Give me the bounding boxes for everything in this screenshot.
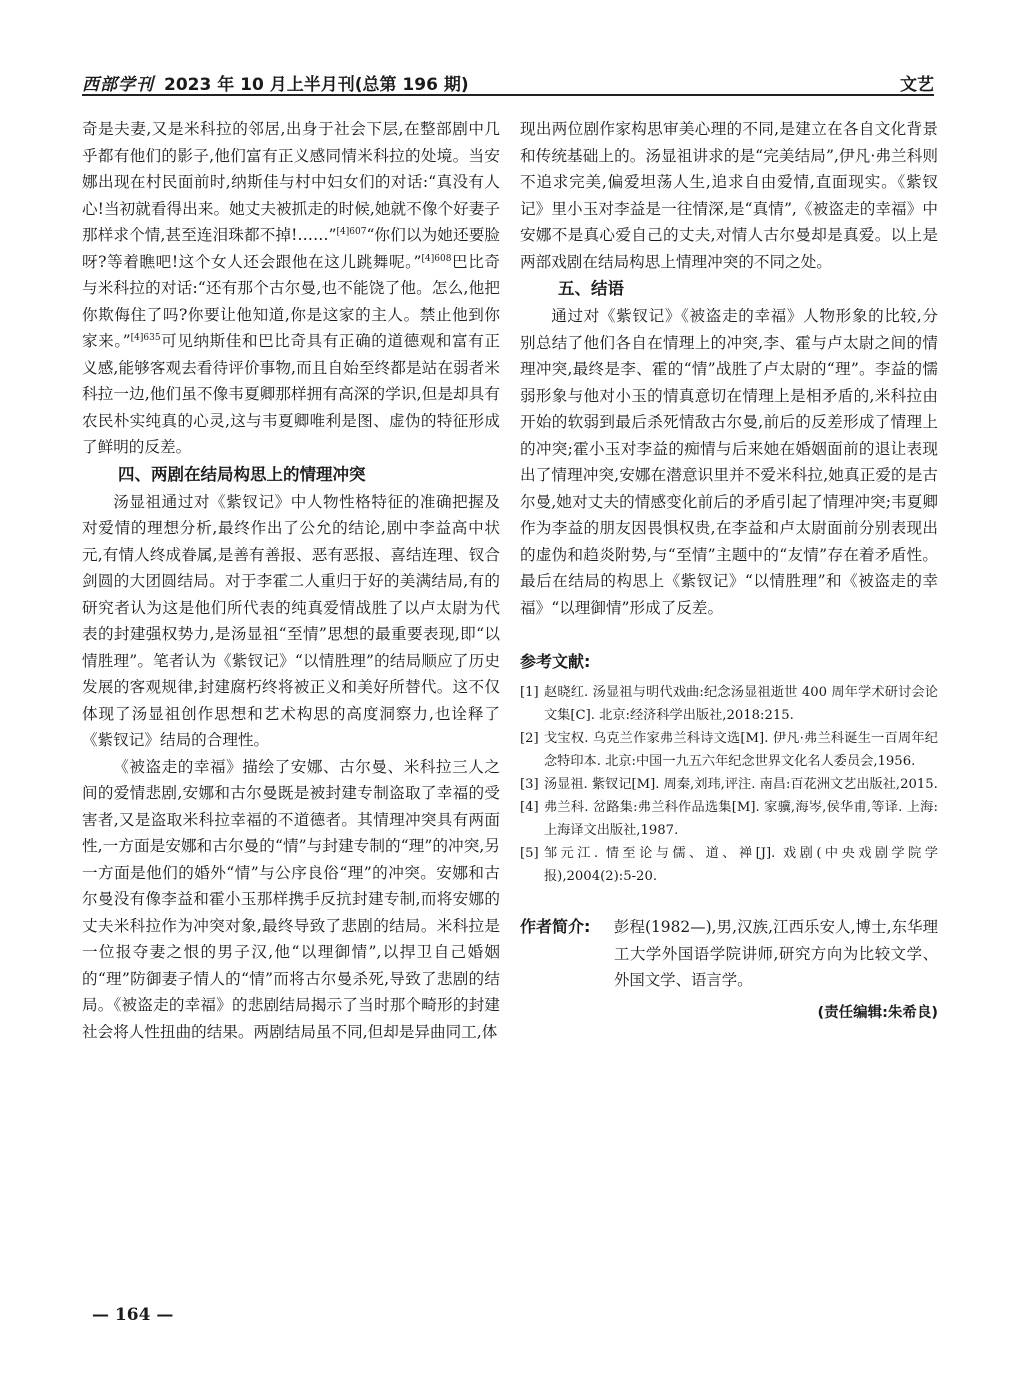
paragraph: 现出两位剧作家构思审美心理的不同,是建立在各自文化背景和传统基础上的。汤显祖讲求的是“完美结局”,伊凡·弗兰科则不追求完美,偏爱坦荡人生,追求自由爱情,直面现实。《紫钗记》里小玉对李益是一往情深,是“真情”,《被盗走的幸福》中安娜不是真心爱自己的丈夫,对情人古尔曼却是真爱。以上是两部戏剧在结局构思上情理冲突的不同之处。 (520, 120, 938, 271)
reference-number: [3] (520, 777, 539, 792)
page-header (82, 64, 934, 96)
right-column (520, 116, 938, 1026)
reference-text: 戈宝权. 乌克兰作家弗兰科诗文选[M]. 伊凡·弗兰科诞生一百周年纪念特印本. 北京:中国一九五六年纪念世界文化名人委员会,1956. (544, 731, 938, 769)
author-bio-text: 彭程(1982—),男,汉族,江西乐安人,博士,东华理工大学外国语学院讲师,研究方向为比较文学、外国文学、语言学。 (614, 918, 938, 989)
editor-credit: (责任编辑:朱希良) (817, 1004, 938, 1021)
journal-logo: 西部学刊 (82, 75, 154, 95)
text-run: 可见纳斯佳和巴比奇具有正确的道德观和富有正义感,能够客观去看待评价事物,而且自始至终都是站在弱者米科拉一边,他们虽不像韦夏卿那样拥有高深的学识,但是却具有农民朴实纯真的心灵,这与韦夏卿唯利是图、虚伪的特征形成了鲜明的反差。 (82, 332, 500, 456)
page-number: — 164 — (92, 1305, 174, 1325)
text-run: 巴比奇与米科拉的对话:“还有那个古尔曼,也不能饶了他。怎么,他把你欺侮住了吗?你要让他知道,你是这家的主人。禁止他到你家来。” (82, 252, 500, 350)
text-run: “你们以为她还要脸呀?等着瞧吧!这个女人还会跟他在这儿跳舞呢。” (82, 226, 500, 271)
issue-info: 2023 年 10 月上半月刊(总第 196 期) (164, 75, 469, 95)
paragraph: 汤显祖通过对《紫钗记》中人物性格特征的准确把握及对爱情的理想分析,最终作出了公允的结论,剧中李益高中状元,有情人终成眷属,是善有善报、恶有恶报、喜结连理、钗合剑圆的大团圆结局。对于李霍二人重归于好的美满结局,有的研究者认为这是他们所代表的纯真爱情战胜了以卢太尉为代表的封建强权势力,是汤显祖“至情”思想的最重要表现,即“以情胜理”。笔者认为《紫钗记》“以情胜理”的结局顺应了历史发展的客观规律,封建腐朽终将被正义和美好所替代。这不仅体现了汤显祖创作思想和艺术构思的高度洞察力,也诠释了《紫钗记》结局的合理性。 (82, 492, 500, 749)
reference-text: 赵晓红. 汤显祖与明代戏曲:纪念汤显祖逝世 400 周年学术研讨会论文集[C]. 北京:经济科学出版社,2018:215. (544, 685, 938, 723)
paragraph: 《被盗走的幸福》描绘了安娜、古尔曼、米科拉三人之间的爱情悲剧,安娜和古尔曼既是被封建专制盗取了幸福的受害者,又是盗取米科拉幸福的不道德者。其情理冲突具有两面性,一方面是安娜和古尔曼的“情”与封建专制的“理”的冲突,另一方面是他们的婚外“情”与公序良俗“理”的冲突。安娜和古尔曼没有像李益和霍小玉那样携手反抗封建专制,而将安娜的丈夫米科拉作为冲突对象,最终导致了悲剧的结局。米科拉是一位报夺妻之恨的男子汉,他“以理御情”,以捍卫自己婚姻的“理”防御妻子情人的“情”而将古尔曼杀死,导致了悲剧的结局。《被盗走的幸福》的悲剧结局揭示了当时那个畸形的封建社会将人性扭曲的结果。两剧结局虽不同,但却是异曲同工,体 (82, 757, 500, 1041)
section-heading: 四、两剧在结局构思上的情理冲突 (118, 464, 366, 484)
reference-number: [1] (520, 685, 539, 700)
reference-number: [2] (520, 731, 539, 746)
reference-text: 汤显祖. 紫钗记[M]. 周秦,刘玮,评注. 南昌:百花洲文艺出版社,2015. (544, 777, 938, 792)
reference-number: [5] (520, 846, 539, 861)
text-run: 奇是夫妻,又是米科拉的邻居,出身于社会下层,在整部剧中几乎都有他们的影子,他们富有正义感同情米科拉的处境。当安娜出现在村民面前时,纳斯佳与村中妇女们的对话:“真没有人心!当初就看得出来。她丈夫被抓走的时候,她就不像个好妻子那样求个情,甚至连泪珠都不掉!……” (82, 120, 500, 244)
reference-item (520, 681, 938, 727)
reference-text: 邹元江. 情至论与儒、道、禅[J]. 戏剧(中央戏剧学院学报),2004(2):5-20. (544, 846, 938, 884)
reference-item (520, 773, 938, 796)
reference-text: 弗兰科. 岔路集:弗兰科作品选集[M]. 家骥,海岑,侯华甫,等译. 上海:上海译文出版社,1987. (544, 800, 938, 838)
reference-number: [4] (520, 800, 539, 815)
reference-item (520, 842, 938, 888)
citation: [4]635 (130, 332, 161, 343)
author-bio-label: 作者简介: (520, 917, 591, 936)
paragraph (82, 116, 500, 461)
reference-item (520, 796, 938, 842)
citation: [4]607 (336, 226, 367, 237)
section-name: 文艺 (900, 75, 934, 95)
author-bio (520, 914, 938, 994)
references-list (520, 681, 938, 888)
paragraph: 通过对《紫钗记》《被盗走的幸福》人物形象的比较,分别总结了他们各自在情理上的冲突,李、霍与卢太尉之间的情理冲突,最终是李、霍的“情”战胜了卢太尉的“理”。李益的懦弱形象与他对小玉的情真意切在情理上是相矛盾的,米科拉由开始的软弱到最后杀死情敌古尔曼,前后的反差形成了情理上的冲突;霍小玉对李益的痴情与后来她在婚姻面前的退让表现出了情理冲突,安娜在潜意识里并不爱米科拉,她真正爱的是古尔曼,她对丈夫的情感变化前后的矛盾引起了情理冲突;韦夏卿作为李益的朋友因畏惧权贵,在李益和卢太尉面前分别表现出的虚伪和趋炎附势,与“至情”主题中的“友情”存在着矛盾性。最后在结局的构思上《紫钗记》“以情胜理”和《被盗走的幸福》“以理御情”形成了反差。 (520, 307, 938, 617)
section-heading: 五、结语 (558, 279, 624, 298)
reference-item (520, 727, 938, 773)
left-column (82, 116, 500, 1045)
citation: [4]608 (421, 253, 452, 264)
references-title: 参考文献: (520, 652, 591, 671)
